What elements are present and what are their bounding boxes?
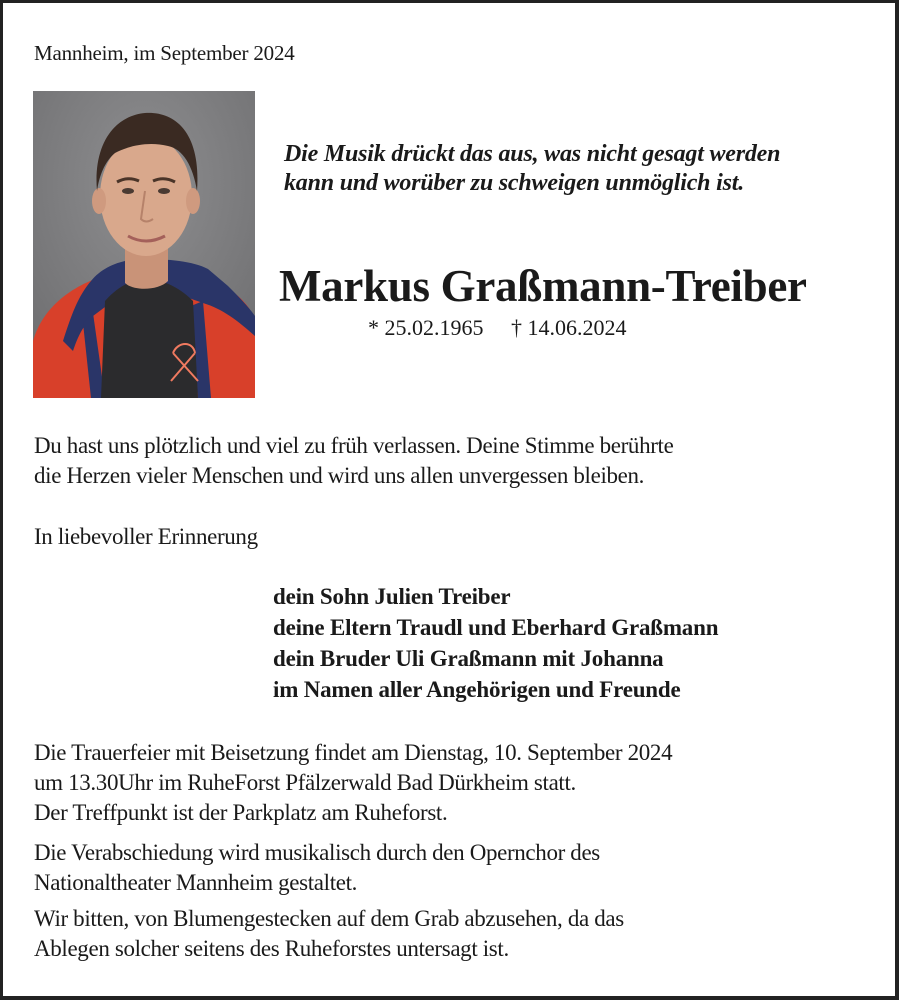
- ceremony-line: Der Treffpunkt ist der Parkplatz am Ruheforst.: [34, 800, 448, 825]
- mourner: deine Eltern Traudl und Eberhard Graßmann: [273, 615, 719, 640]
- flowers-line: Wir bitten, von Blumengestecken auf dem Grab abzusehen, da das: [34, 906, 624, 931]
- quote-line: Die Musik drückt das aus, was nicht gesagt werden: [284, 141, 781, 167]
- portrait-photo: [33, 91, 255, 398]
- deceased-name: Markus Graßmann-Treiber: [279, 261, 807, 311]
- farewell-line: Die Verabschiedung wird musikalisch durch den Opernchor des: [34, 840, 600, 865]
- tribute-line: die Herzen vieler Menschen und wird uns allen unvergessen bleiben.: [34, 463, 645, 488]
- portrait-illustration: [33, 91, 255, 398]
- place-and-date: Mannheim, im September 2024: [34, 41, 295, 65]
- mourner: dein Sohn Julien Treiber: [273, 584, 511, 609]
- mourner: dein Bruder Uli Graßmann mit Johanna: [273, 646, 664, 671]
- farewell-line: Nationaltheater Mannheim gestaltet.: [34, 870, 358, 895]
- closing-phrase: In liebevoller Erinnerung: [34, 524, 258, 549]
- mourners-list: [273, 581, 718, 705]
- memorial-quote: [284, 140, 884, 198]
- mourner: im Namen aller Angehörigen und Freunde: [273, 677, 681, 702]
- death-date: † 14.06.2024: [511, 315, 627, 340]
- flowers-line: Ablegen solcher seitens des Ruheforstes untersagt ist.: [34, 936, 509, 961]
- quote-line: kann und worüber zu schweigen unmöglich ist.: [284, 170, 745, 196]
- ceremony-line: Die Trauerfeier mit Beisetzung findet am Dienstag, 10. September 2024: [34, 740, 673, 765]
- birth-date: * 25.02.1965: [368, 315, 484, 340]
- tribute-line: Du hast uns plötzlich und viel zu früh verlassen. Deine Stimme berührte: [34, 433, 674, 458]
- ceremony-line: um 13.30Uhr im RuheForst Pfälzerwald Bad Dürkheim statt.: [34, 770, 576, 795]
- flowers-request: [34, 904, 624, 964]
- ceremony-info: [34, 738, 672, 828]
- tribute-text: [34, 431, 673, 491]
- life-dates: [368, 315, 627, 341]
- farewell-info: [34, 838, 600, 898]
